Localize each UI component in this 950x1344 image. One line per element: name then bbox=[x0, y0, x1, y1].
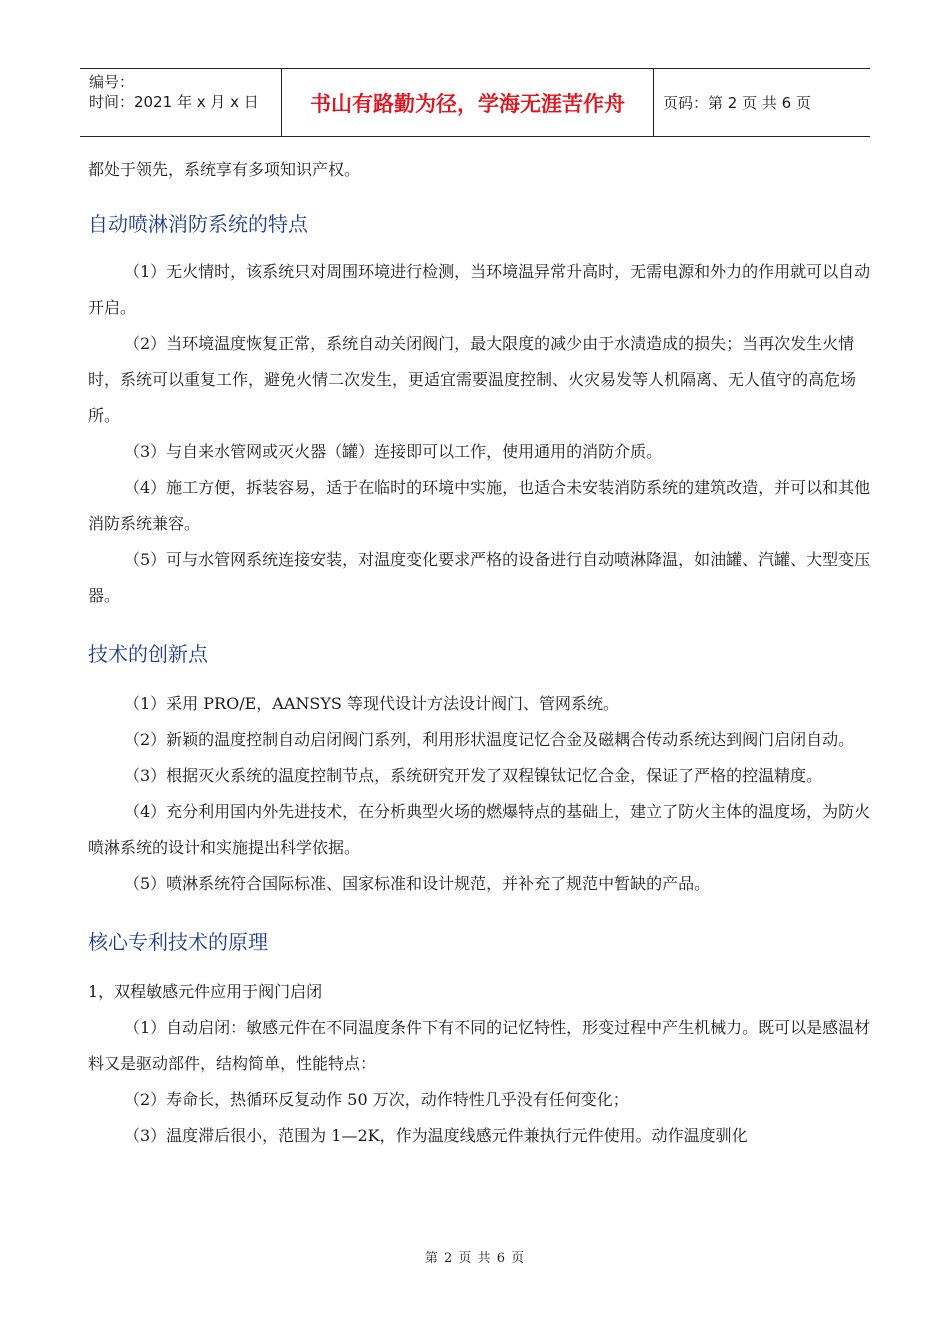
paragraph: （2）新颖的温度控制自动启闭阀门系列，利用形状温度记忆合金及磁耦合传动系统达到阀门启闭自动。 bbox=[124, 730, 855, 749]
paragraph: （4）施工方便，拆装容易，适于在临时的环境中实施，也适合未安装消防系统的建筑改造，并可以和其他消防系统兼容。 bbox=[88, 478, 871, 533]
paragraph: （4）充分利用国内外先进技术，在分析典型火场的燃爆特点的基础上，建立了防火主体的温度场，为防火喷淋系统的设计和实施提出科学依据。 bbox=[88, 802, 871, 857]
paragraph: （1）无火情时，该系统只对周围环境进行检测，当环境温异常升高时，无需电源和外力的作用就可以自动开启。 bbox=[88, 262, 871, 317]
section-title-features: 自动喷淋消防系统的特点 bbox=[88, 212, 308, 236]
document-body bbox=[88, 152, 883, 1154]
paragraph: （1）自动启闭：敏感元件在不同温度条件下有不同的记忆特性，形变过程中产生机械力。既可以是感温材料又是驱动部件，结构简单，性能特点： bbox=[88, 1018, 871, 1073]
header-left-cell bbox=[80, 69, 282, 136]
paragraph: （5）可与水管网系统连接安装，对温度变化要求严格的设备进行自动喷淋降温，如油罐、汽罐、大型变压器。 bbox=[88, 550, 871, 605]
section-title-principle: 核心专利技术的原理 bbox=[88, 930, 268, 954]
motto: 书山有路勤为径，学海无涯苦作舟 bbox=[282, 69, 654, 136]
paragraph: （3）与自来水管网或灭火器（罐）连接即可以工作，使用通用的消防介质。 bbox=[124, 442, 663, 461]
paragraph: （2）当环境温度恢复正常，系统自动关闭阀门，最大限度的减少由于水渍造成的损失；当再次发生火情时，系统可以重复工作，避免火情二次发生，更适宜需要温度控制、火灾易发等人机隔离、无人值守的高危场所。 bbox=[88, 334, 857, 425]
subheading: 1，双程敏感元件应用于阀门启闭 bbox=[88, 982, 323, 1001]
number-label: 编号： bbox=[89, 73, 135, 91]
section-title-innovation: 技术的创新点 bbox=[88, 642, 208, 666]
paragraph: （2）寿命长，热循环反复动作 50 万次，动作特性几乎没有任何变化； bbox=[124, 1090, 629, 1109]
page-footer: 第 2 页 共 6 页 bbox=[424, 1251, 526, 1266]
header-table bbox=[80, 68, 870, 137]
paragraph: （1）采用 PRO/E，AANSYS 等现代设计方法设计阀门、管网系统。 bbox=[124, 694, 619, 713]
page-info: 页码：第 2 页 共 6 页 bbox=[663, 94, 811, 112]
intro-line: 都处于领先，系统享有多项知识产权。 bbox=[88, 160, 361, 179]
paragraph: （5）喷淋系统符合国际标准、国家标准和设计规范，并补充了规范中暂缺的产品。 bbox=[124, 874, 711, 893]
paragraph: （3）温度滞后很小，范围为 1—2K，作为温度线感元件兼执行元件使用。动作温度驯化 bbox=[124, 1126, 748, 1145]
paragraph: （3）根据灭火系统的温度控制节点，系统研究开发了双程镍钛记忆合金，保证了严格的控温精度。 bbox=[124, 766, 823, 785]
time-label: 时间：2021 年 x 月 x 日 bbox=[89, 93, 259, 111]
